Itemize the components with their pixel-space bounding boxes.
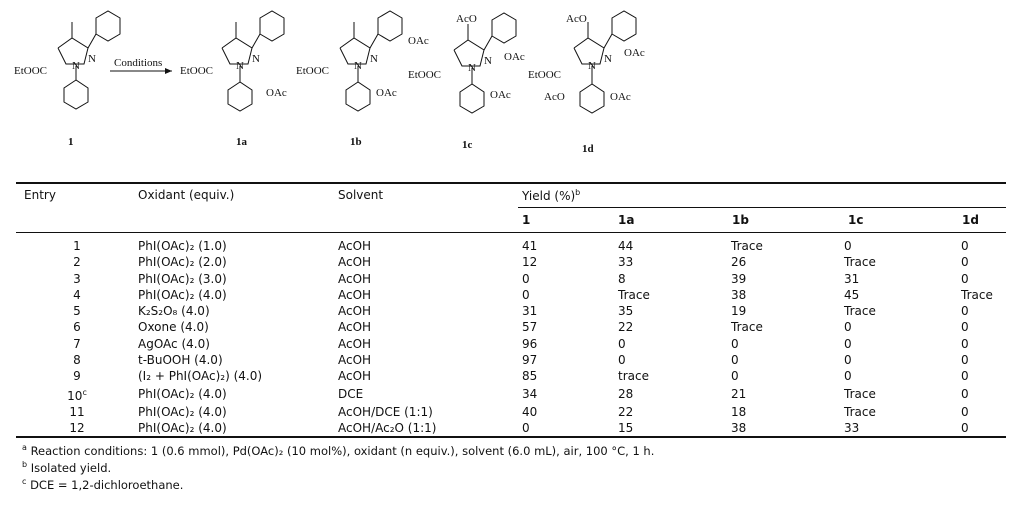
yield-1b-cell: 0: [731, 336, 739, 351]
compound-1-structure: [14, 11, 120, 148]
yield-1a-cell: 28: [618, 387, 634, 402]
table-top-rule: [16, 182, 1006, 184]
yield-1c-cell: Trace: [844, 304, 876, 319]
entry-number: 3: [73, 271, 81, 286]
table-row: [16, 420, 1006, 436]
entry-cell: [16, 385, 138, 404]
table-row: [16, 238, 1006, 254]
yield-1c-cell: 0: [844, 239, 852, 253]
n2-label: N: [370, 53, 378, 65]
oac-label: OAc: [376, 87, 397, 99]
n1-label: N: [468, 62, 476, 74]
table-row: [16, 336, 1006, 352]
yield-1-cell: 40: [522, 404, 538, 419]
compound-1d-label: 1d: [582, 143, 594, 155]
header-yield-text: Yield (%): [522, 189, 576, 203]
yield-1a-cell: 22: [618, 320, 634, 335]
yield-1-cell: 0: [522, 287, 530, 302]
yield-1b-cell: 19: [731, 304, 747, 319]
yield-1d-cell: 0: [961, 336, 969, 351]
yield-rule: [518, 207, 1006, 208]
footnote-b: [22, 460, 111, 475]
yield-1-cell: 0: [522, 271, 530, 286]
footnote-a: [22, 443, 654, 458]
yield-1-cell: 97: [522, 353, 538, 368]
yield-1-cell: 41: [522, 239, 538, 253]
n2-label: N: [604, 53, 612, 65]
yield-1a-cell: 0: [618, 336, 626, 351]
oxidant-cell: t-BuOOH (4.0): [138, 353, 223, 368]
table-row: [16, 287, 1006, 303]
oxidant-cell: Oxone (4.0): [138, 320, 209, 335]
yield-col-1b: 1b: [732, 213, 749, 227]
entry-number: 6: [73, 320, 81, 335]
entry-cell: [16, 238, 138, 254]
yield-1c-cell: 45: [844, 287, 860, 302]
table-row: [16, 254, 1006, 270]
entry-number: 9: [73, 369, 81, 384]
solvent-cell: AcOH: [338, 287, 372, 302]
n2-label: N: [88, 53, 96, 65]
oxidant-cell: PhI(OAc)₂ (4.0): [138, 387, 227, 402]
yield-1c-cell: 31: [844, 271, 860, 286]
entry-cell: [16, 254, 138, 270]
yield-1-cell: 12: [522, 255, 538, 270]
footnote-text: Isolated yield.: [30, 460, 112, 475]
yield-col-1a: 1a: [618, 213, 635, 227]
yield-1-cell: 0: [522, 421, 530, 436]
footnote-mark: c: [22, 477, 27, 486]
entry-cell: [16, 368, 138, 384]
n1-label: N: [588, 60, 596, 72]
oac-label: OAc: [504, 51, 525, 63]
oac-label: OAc: [266, 87, 287, 99]
yield-1c-cell: 0: [844, 320, 852, 335]
yield-1c-cell: 0: [844, 353, 852, 368]
yield-1c-cell: Trace: [844, 255, 876, 270]
yield-1b-cell: 38: [731, 421, 747, 436]
header-bottom-rule: [16, 232, 1006, 233]
yield-1b-cell: 0: [731, 353, 739, 368]
yield-1d-cell: 0: [961, 369, 969, 384]
oxidant-cell: (I₂ + PhI(OAc)₂) (4.0): [138, 369, 263, 384]
compound-1-label: 1: [68, 136, 74, 148]
entry-cell: [16, 319, 138, 335]
yield-1-cell: 85: [522, 369, 538, 384]
yield-1a-cell: 33: [618, 255, 634, 270]
n1-label: N: [354, 60, 362, 72]
yield-1a-cell: 8: [618, 271, 626, 286]
yield-1a-cell: Trace: [618, 287, 650, 302]
yield-1c-cell: 0: [844, 336, 852, 351]
yield-1d-cell: Trace: [961, 287, 993, 302]
entry-number: 1: [73, 239, 81, 253]
yield-1b-cell: 21: [731, 387, 747, 402]
entry-number: 12: [69, 421, 85, 436]
ester-label: EtOOC: [180, 65, 213, 77]
entry-number: 5: [73, 304, 81, 319]
table-row: [16, 385, 1006, 404]
entry-cell: [16, 404, 138, 420]
entry-cell: [16, 287, 138, 303]
entry-cell: [16, 420, 138, 436]
yield-1b-cell: 26: [731, 255, 747, 270]
entry-cell: [16, 271, 138, 287]
ester-label: EtOOC: [528, 69, 561, 81]
oac-label: OAc: [490, 89, 511, 101]
yield-1b-cell: 18: [731, 404, 747, 419]
yield-1a-cell: 0: [618, 353, 626, 368]
solvent-cell: AcOH: [338, 353, 372, 368]
footnote-text: Reaction conditions: 1 (0.6 mmol), Pd(OAc)₂ (10 mol%), oxidant (n equiv.), solvent (6.0 mL), air, 100 °C, 1 h.: [30, 443, 655, 458]
oxidant-cell: AgOAc (4.0): [138, 336, 210, 351]
solvent-cell: AcOH: [338, 271, 372, 286]
oxidant-cell: PhI(OAc)₂ (4.0): [138, 404, 227, 419]
solvent-cell: AcOH: [338, 239, 372, 253]
table-row: [16, 303, 1006, 319]
solvent-cell: AcOH: [338, 255, 372, 270]
oxidant-cell: PhI(OAc)₂ (4.0): [138, 287, 227, 302]
yield-1a-cell: 35: [618, 304, 634, 319]
oac-label: OAc: [624, 47, 645, 59]
solvent-cell: AcOH/DCE (1:1): [338, 404, 433, 419]
yield-1-cell: 57: [522, 320, 538, 335]
compound-1c-structure: [408, 13, 525, 151]
yield-col-1c: 1c: [848, 213, 864, 227]
header-oxidant: Oxidant (equiv.): [138, 188, 235, 202]
compound-1b-label: 1b: [350, 136, 362, 148]
table-row: [16, 404, 1006, 420]
yield-1a-cell: trace: [618, 369, 649, 384]
compound-1a-structure: [180, 11, 287, 148]
table-row: [16, 319, 1006, 335]
ester-label: EtOOC: [14, 65, 47, 77]
solvent-cell: AcOH: [338, 320, 372, 335]
compound-1c-label: 1c: [462, 139, 473, 151]
oxidant-cell: PhI(OAc)₂ (4.0): [138, 421, 227, 436]
oxidant-cell: PhI(OAc)₂ (3.0): [138, 271, 227, 286]
table-row: [16, 368, 1006, 384]
header-yield-sup: b: [575, 188, 581, 197]
footnote-mark: a: [22, 443, 27, 452]
table-row: [16, 271, 1006, 287]
oxidant-cell: PhI(OAc)₂ (2.0): [138, 255, 227, 270]
yield-1b-cell: 0: [731, 369, 739, 384]
ester-label: EtOOC: [408, 69, 441, 81]
header-entry: Entry: [24, 188, 56, 202]
aco-label: AcO: [566, 13, 587, 25]
entry-cell: [16, 303, 138, 319]
oxidant-cell: PhI(OAc)₂ (1.0): [138, 239, 227, 253]
yield-1d-cell: 0: [961, 320, 969, 335]
results-table: [16, 238, 1006, 437]
yield-1c-cell: Trace: [844, 404, 876, 419]
yield-1d-cell: 0: [961, 404, 969, 419]
entry-number: 8: [73, 353, 81, 368]
yield-1a-cell: 15: [618, 421, 634, 436]
compound-1d-structure: [528, 11, 645, 155]
yield-1d-cell: 0: [961, 353, 969, 368]
entry-number: 7: [73, 336, 81, 351]
yield-1d-cell: 0: [961, 271, 969, 286]
solvent-cell: AcOH: [338, 304, 372, 319]
reaction-scheme: [0, 0, 1022, 170]
ester-label: EtOOC: [296, 65, 329, 77]
entry-footnote-mark: c: [82, 387, 87, 397]
yield-1a-cell: 44: [618, 239, 634, 253]
yield-1b-cell: 38: [731, 287, 747, 302]
yield-1b-cell: Trace: [731, 239, 763, 253]
compound-1a-label: 1a: [236, 136, 247, 148]
footnote-c: [22, 477, 183, 492]
footnote-text: DCE = 1,2-dichloroethane.: [30, 477, 184, 492]
yield-1d-cell: 0: [961, 239, 969, 253]
arrow-label: Conditions: [114, 57, 163, 69]
entry-number: 11: [69, 404, 85, 419]
entry-number: 10: [67, 388, 83, 403]
entry-cell: [16, 336, 138, 352]
solvent-cell: AcOH/Ac₂O (1:1): [338, 421, 437, 436]
yield-1b-cell: 39: [731, 271, 747, 286]
entry-number: 4: [73, 287, 81, 302]
yield-1d-cell: 0: [961, 421, 969, 436]
header-solvent: Solvent: [338, 188, 384, 202]
aco-label: AcO: [456, 13, 477, 25]
aco-label: AcO: [544, 91, 565, 103]
n2-label: N: [484, 55, 492, 67]
yield-col-1d: 1d: [962, 213, 979, 227]
entry-cell: [16, 352, 138, 368]
n2-label: N: [252, 53, 260, 65]
yield-1-cell: 34: [522, 387, 538, 402]
header-yield: [522, 188, 580, 203]
table-row: [16, 352, 1006, 368]
yield-1d-cell: 0: [961, 304, 969, 319]
yield-1a-cell: 22: [618, 404, 634, 419]
yield-col-1: 1: [522, 213, 531, 227]
yield-1b-cell: Trace: [731, 320, 763, 335]
yield-1c-cell: Trace: [844, 387, 876, 402]
yield-1-cell: 96: [522, 336, 538, 351]
solvent-cell: DCE: [338, 387, 364, 402]
yield-1-cell: 31: [522, 304, 538, 319]
oac-label: OAc: [408, 35, 429, 47]
yield-1c-cell: 0: [844, 369, 852, 384]
oxidant-cell: K₂S₂O₈ (4.0): [138, 304, 210, 319]
yield-1c-cell: 33: [844, 421, 860, 436]
reaction-arrow: [110, 57, 172, 74]
n1-label: N: [72, 60, 80, 72]
solvent-cell: AcOH: [338, 369, 372, 384]
entry-number: 2: [73, 255, 81, 270]
n1-label: N: [236, 60, 244, 72]
yield-1d-cell: 0: [961, 387, 969, 402]
footnote-mark: b: [22, 460, 28, 469]
solvent-cell: AcOH: [338, 336, 372, 351]
oac-label: OAc: [610, 91, 631, 103]
yield-1d-cell: 0: [961, 255, 969, 270]
